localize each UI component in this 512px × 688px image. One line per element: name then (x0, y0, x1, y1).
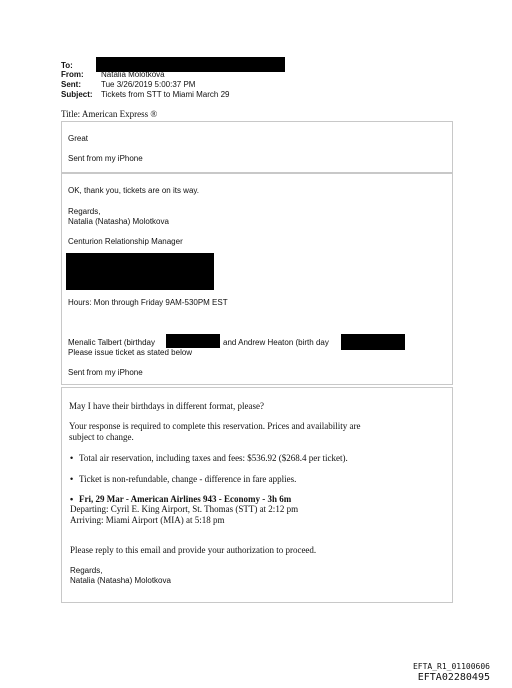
reply3-line1b: and Andrew Heaton (birth day (223, 338, 329, 347)
reply2-role: Centurion Relationship Manager (68, 237, 183, 246)
original-regards: Regards, (70, 566, 103, 575)
original-arrive: Arriving: Miami Airport (MIA) at 5:18 pm (70, 515, 225, 525)
original-depart: Departing: Cyril E. King Airport, St. Thomas (STT) at 2:12 pm (70, 504, 299, 514)
reply2-line1: OK, thank you, tickets are on its way. (68, 186, 200, 195)
document-title: Title: American Express ® (61, 109, 158, 119)
reply3-line2: Please issue ticket as stated below (68, 348, 193, 357)
subject-label: Subject: (61, 90, 93, 99)
sent-label: Sent: (61, 80, 81, 89)
footer-id-2: EFTA02280495 (417, 672, 490, 683)
reply3-line3: Sent from my iPhone (68, 368, 143, 377)
from-value: Natalia Molotkova (101, 70, 165, 79)
to-label: To: (61, 61, 73, 70)
reply-box-1 (61, 121, 453, 173)
from-label: From: (61, 70, 84, 79)
reply2-regards: Regards, (68, 207, 101, 216)
redaction-birthday-1 (166, 334, 220, 348)
subject-value: Tickets from STT to Miami March 29 (101, 90, 230, 99)
original-reply: Please reply to this email and provide your authorization to proceed. (70, 545, 317, 555)
reply1-line2: Sent from my iPhone (68, 154, 143, 163)
original-flight: Fri, 29 Mar - American Airlines 943 - Economy - 3h 6m (79, 494, 292, 504)
original-total: Total air reservation, including taxes and fees: $536.92 ($268.4 per ticket). (79, 453, 348, 463)
original-name: Natalia (Natasha) Molotkova (70, 576, 171, 585)
sent-value: Tue 3/26/2019 5:00:37 PM (101, 80, 196, 89)
redaction-signature (66, 253, 214, 290)
footer-id-1: EFTA_R1_01100606 (412, 662, 490, 671)
reply2-hours: Hours: Mon through Friday 9AM-530PM EST (68, 298, 228, 307)
reply1-line1: Great (68, 134, 89, 143)
original-resp2: subject to change. (69, 432, 134, 442)
bullet-icon: • (70, 494, 74, 504)
bullet-icon: • (70, 453, 74, 463)
original-nonref: Ticket is non-refundable, change - difference in fare applies. (79, 474, 297, 484)
reply2-name: Natalia (Natasha) Molotkova (68, 217, 169, 226)
reply3-line1a: Menalic Talbert (birthday (68, 338, 156, 347)
redaction-birthday-2 (341, 334, 405, 350)
bullet-icon: • (70, 474, 74, 484)
original-question: May I have their birthdays in different format, please? (69, 401, 265, 411)
original-resp1: Your response is required to complete this reservation. Prices and availability are (69, 421, 361, 431)
